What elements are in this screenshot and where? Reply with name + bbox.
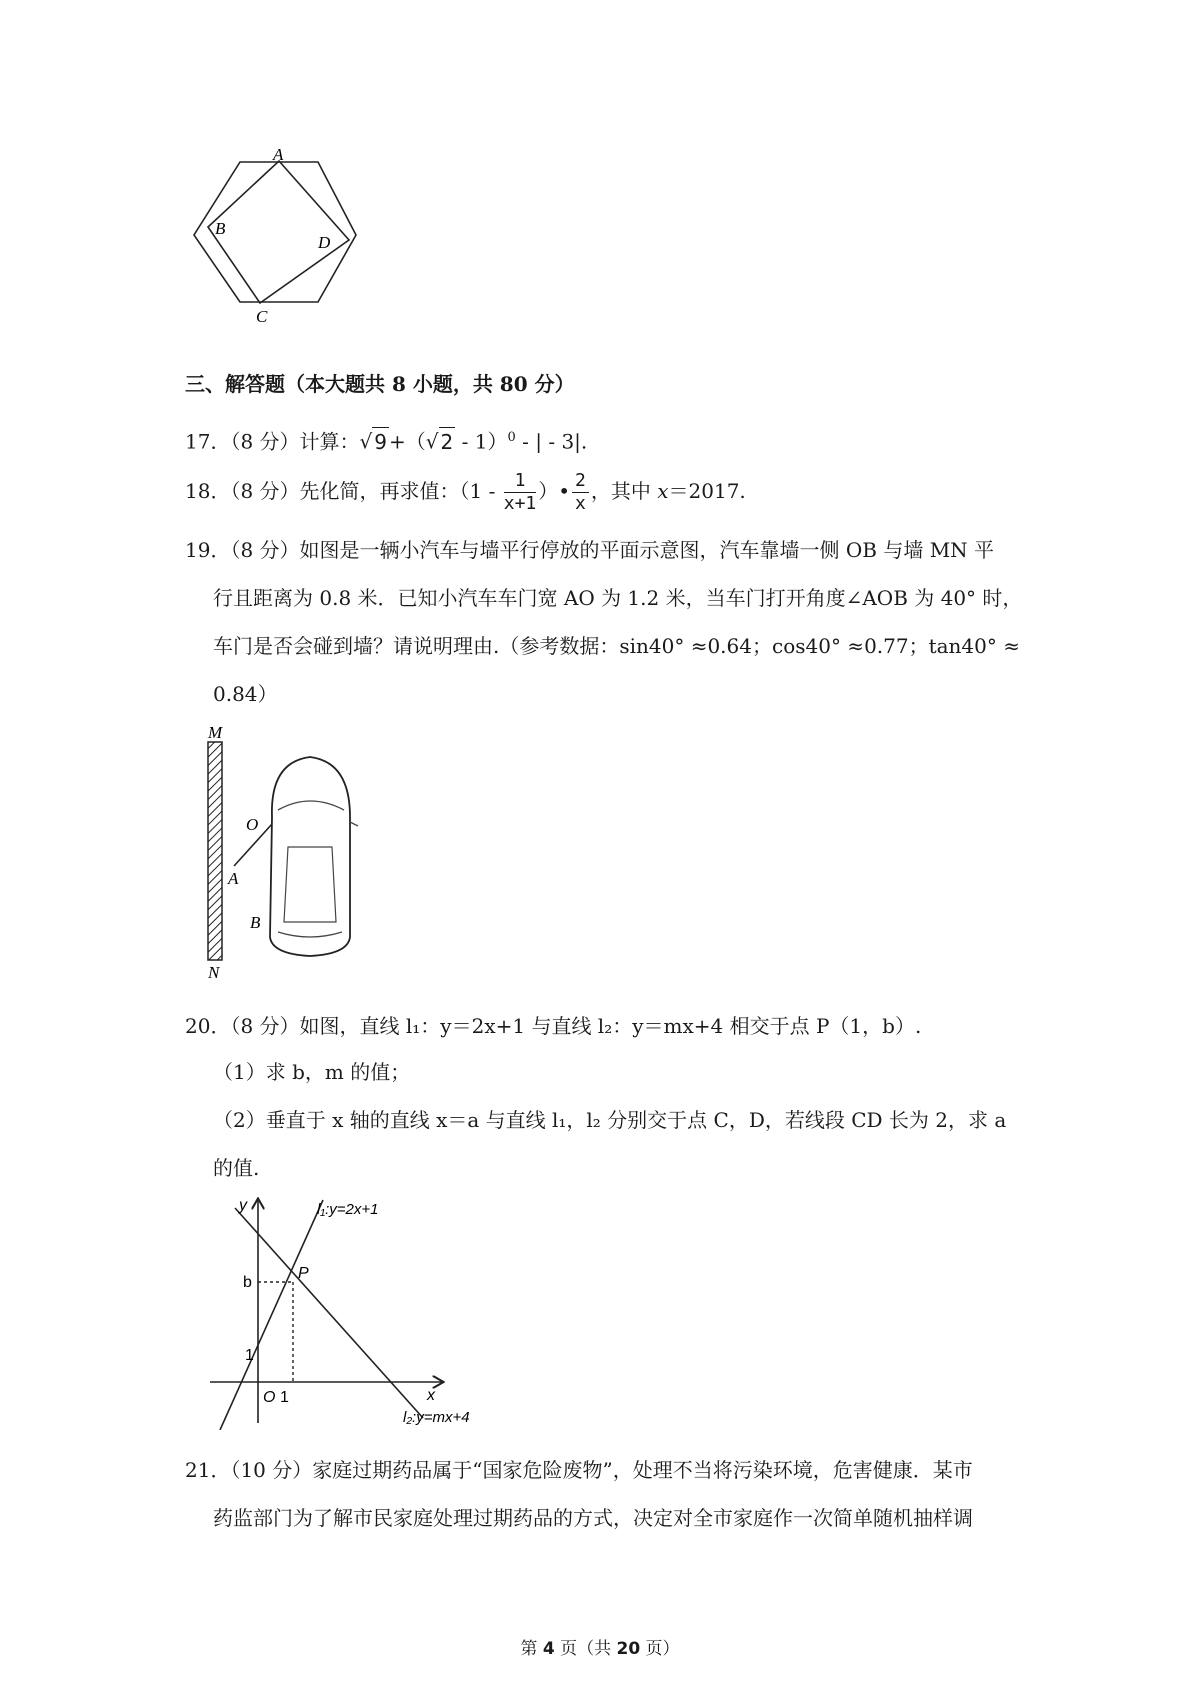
q19-number: 19． <box>185 538 231 562</box>
q19-text-line4: 0.84） <box>213 682 278 706</box>
graph-label-b: b <box>243 1274 252 1291</box>
line-graph-figure <box>205 1190 505 1430</box>
q18-fraction-1: $\frac{1}{x+1}$ <box>503 470 537 514</box>
graph-label-l2: l₂:y=mx+4 <box>403 1409 470 1426</box>
page-footer: 第 4 页（共 20 页） <box>520 1639 680 1659</box>
car-roof <box>284 847 336 922</box>
q18-dot: ）• <box>538 479 571 503</box>
label-O: O <box>246 815 259 834</box>
car-rear <box>278 932 342 937</box>
q20-number: 20． <box>185 1014 231 1038</box>
graph-label-y: y <box>239 1197 247 1214</box>
q17-tail: - 1） <box>455 429 508 454</box>
q20-text-line1: （8 分）如图，直线 l₁：y＝2x+1 与直线 l₂：y＝mx+4 相交于点 P（1，b）. <box>230 1014 922 1038</box>
q17-exp: 0 <box>507 430 516 445</box>
q17-sqrt9: 9 <box>372 427 389 456</box>
graph-label-l1: l₁:y=2x+1 <box>317 1201 379 1218</box>
label-B-car: B <box>250 913 261 932</box>
q17-plus: +（ <box>389 429 426 454</box>
graph-label-P: P <box>298 1265 309 1282</box>
q20-part2: （2）垂直于 x 轴的直线 x＝a 与直线 l₁，l₂ 分别交于点 C，D，若线段 CD 长为 2，求 a <box>213 1108 1007 1132</box>
q21-number: 21． <box>185 1458 231 1482</box>
car-windshield <box>278 801 344 810</box>
graph-label-one-y: 1 <box>245 1347 254 1364</box>
question-18 <box>185 466 746 516</box>
q19-text-line1: （8 分）如图是一辆小汽车与墙平行停放的平面示意图，汽车靠墙一侧 OB 与墙 MN 平 <box>230 538 995 562</box>
label-C: C <box>256 307 268 326</box>
graph-label-origin: O <box>263 1389 276 1406</box>
question-20-line1 <box>185 1012 921 1040</box>
q18-value: ＝2017. <box>668 479 746 503</box>
car-body <box>270 757 350 956</box>
q21-text-line1: （10 分）家庭过期药品属于“国家危险废物”，处理不当将污染环境，危害健康．某市 <box>230 1458 973 1482</box>
car-mirror <box>350 822 358 826</box>
label-D: D <box>318 233 331 252</box>
q18-tail: ，其中 <box>590 479 651 503</box>
q19-text-line3: 车门是否会碰到墙？请说明理由.（参考数据：sin40° ≈0.64；cos40° ≈0.77；tan40° ≈ <box>213 634 1021 658</box>
graph-label-x: x <box>427 1387 435 1404</box>
q18-fraction-2: $\frac{2}{x}$ <box>572 470 589 515</box>
section-heading: 三、解答题（本大题共 8 小题，共 80 分） <box>185 372 575 396</box>
page-total: 20 <box>616 1639 641 1659</box>
q20-part1: （1）求 b，m 的值； <box>213 1060 411 1084</box>
graph-label-one-x: 1 <box>280 1389 289 1406</box>
hexagon-figure <box>180 140 380 340</box>
label-M: M <box>208 723 223 742</box>
q18-score: （8 分）先化简，再求值：（1 - <box>230 479 496 503</box>
wall-shape <box>208 742 222 960</box>
label-A: A <box>273 145 284 164</box>
question-21-line1 <box>185 1456 973 1484</box>
q17-score: （8 分）计算： <box>230 429 360 454</box>
q19-text-line2: 行且距离为 0.8 米．已知小汽车车门宽 AO 为 1.2 米，当车门打开角度∠AOB 为 40° 时， <box>213 586 1023 610</box>
question-19-line1 <box>185 536 994 564</box>
question-17: 17．（8 分）计算：√ 9 +（√ 2 - 1）$^0$ - | - 3|. <box>185 424 587 456</box>
line-l2 <box>235 1208 423 1418</box>
q17-sqrt2: 2 <box>439 427 456 456</box>
q18-var: x <box>657 479 669 503</box>
q18-number: 18． <box>185 479 231 503</box>
q20-part2b: 的值. <box>213 1156 260 1180</box>
label-N: N <box>208 963 220 982</box>
q21-text-line2: 药监部门为了解市民家庭处理过期药品的方式，决定对全市家庭作一次简单随机抽样调 <box>213 1506 973 1530</box>
page-number: 4 <box>542 1639 555 1659</box>
label-A-car: A <box>228 869 239 888</box>
q17-end: - | - 3|. <box>515 429 588 454</box>
q17-number: 17． <box>185 429 231 454</box>
label-B: B <box>215 219 226 238</box>
car-wall-figure <box>200 722 380 982</box>
